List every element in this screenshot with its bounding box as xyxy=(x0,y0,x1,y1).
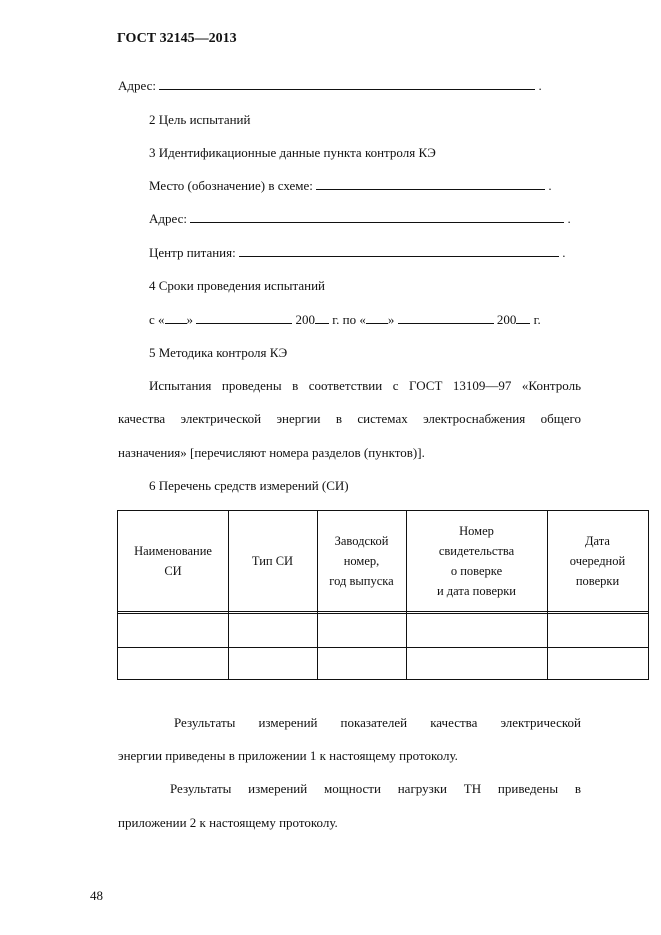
table-header-rule xyxy=(118,611,648,612)
table-header-certificate: Номер свидетельства о поверке и дата поверки xyxy=(436,524,517,598)
pk-address-label: Адрес: xyxy=(149,211,187,226)
page-number: 48 xyxy=(90,888,103,903)
table-header-serial: Заводской номер, год выпуска xyxy=(329,534,394,588)
section-6-title: 6 Перечень средств измерений (СИ) xyxy=(149,478,349,493)
address-blank[interactable] xyxy=(159,78,535,90)
results-para-1-line-2: энергии приведены в приложении 1 к настоящему протоколу. xyxy=(118,748,458,763)
power-center-blank[interactable] xyxy=(239,245,559,257)
pk-address-blank[interactable] xyxy=(190,211,564,223)
section-4-title: 4 Сроки проведения испытаний xyxy=(149,278,325,293)
method-para-line-1: Испытания проведены в соответствии с ГОСТ 13109—97 «Контроль xyxy=(149,378,581,393)
date-to-quote: » xyxy=(387,312,395,327)
results-para-1-line-1: Результаты измерений показателей качества электрической xyxy=(174,715,581,730)
date-to-day-blank[interactable] xyxy=(366,312,388,324)
place-label: Место (обозначение) в схеме: xyxy=(149,178,313,193)
results-para-2-line-2: приложении 2 к настоящему протоколу. xyxy=(118,815,338,830)
date-from-day-blank[interactable] xyxy=(165,312,187,324)
power-center-end: . xyxy=(562,245,566,260)
place-line xyxy=(149,178,552,194)
address-label: Адрес: xyxy=(118,78,156,93)
place-blank[interactable] xyxy=(316,178,545,190)
section-5-title: 5 Методика контроля КЭ xyxy=(149,345,288,360)
table-header-rule xyxy=(118,613,648,614)
date-from-prefix: с « xyxy=(149,312,165,327)
date-from-quote: » xyxy=(186,312,194,327)
date-to-year: 200 xyxy=(496,312,517,327)
address-line xyxy=(118,78,542,94)
pk-address-end: . xyxy=(567,211,571,226)
results-para-2-line-1: Результаты измерений мощности нагрузки ТН приведены в xyxy=(170,781,581,796)
method-para-line-2: качества электрической энергии в системах электроснабжения общего xyxy=(118,411,581,426)
method-para-line-3: назначения» [перечисляют номера разделов (пунктов)]. xyxy=(118,445,425,460)
power-center-line xyxy=(149,245,565,261)
address-end: . xyxy=(538,78,542,93)
table-row-rule xyxy=(118,647,648,648)
table-header-next-date: Дата очередной поверки xyxy=(569,534,626,588)
power-center-label: Центр питания: xyxy=(149,245,236,260)
table-header-type: Тип СИ xyxy=(251,554,294,568)
place-end: . xyxy=(548,178,552,193)
date-from-month-blank[interactable] xyxy=(196,312,292,324)
section-3-title: 3 Идентификационные данные пункта контроля КЭ xyxy=(149,145,436,160)
date-from-year: 200 xyxy=(295,312,316,327)
date-from-year-blank[interactable] xyxy=(315,312,329,324)
date-to-year-blank[interactable] xyxy=(516,312,530,324)
document-header: ГОСТ 32145—2013 xyxy=(117,31,237,46)
section-2-title: 2 Цель испытаний xyxy=(149,112,251,127)
table-header-name: Наименование СИ xyxy=(134,544,212,578)
dates-line xyxy=(149,312,541,328)
date-to-month-blank[interactable] xyxy=(398,312,494,324)
pk-address-line xyxy=(149,211,571,227)
date-end: г. xyxy=(533,312,541,327)
instruments-table xyxy=(117,510,649,680)
date-to-prefix: г. по « xyxy=(332,312,366,327)
